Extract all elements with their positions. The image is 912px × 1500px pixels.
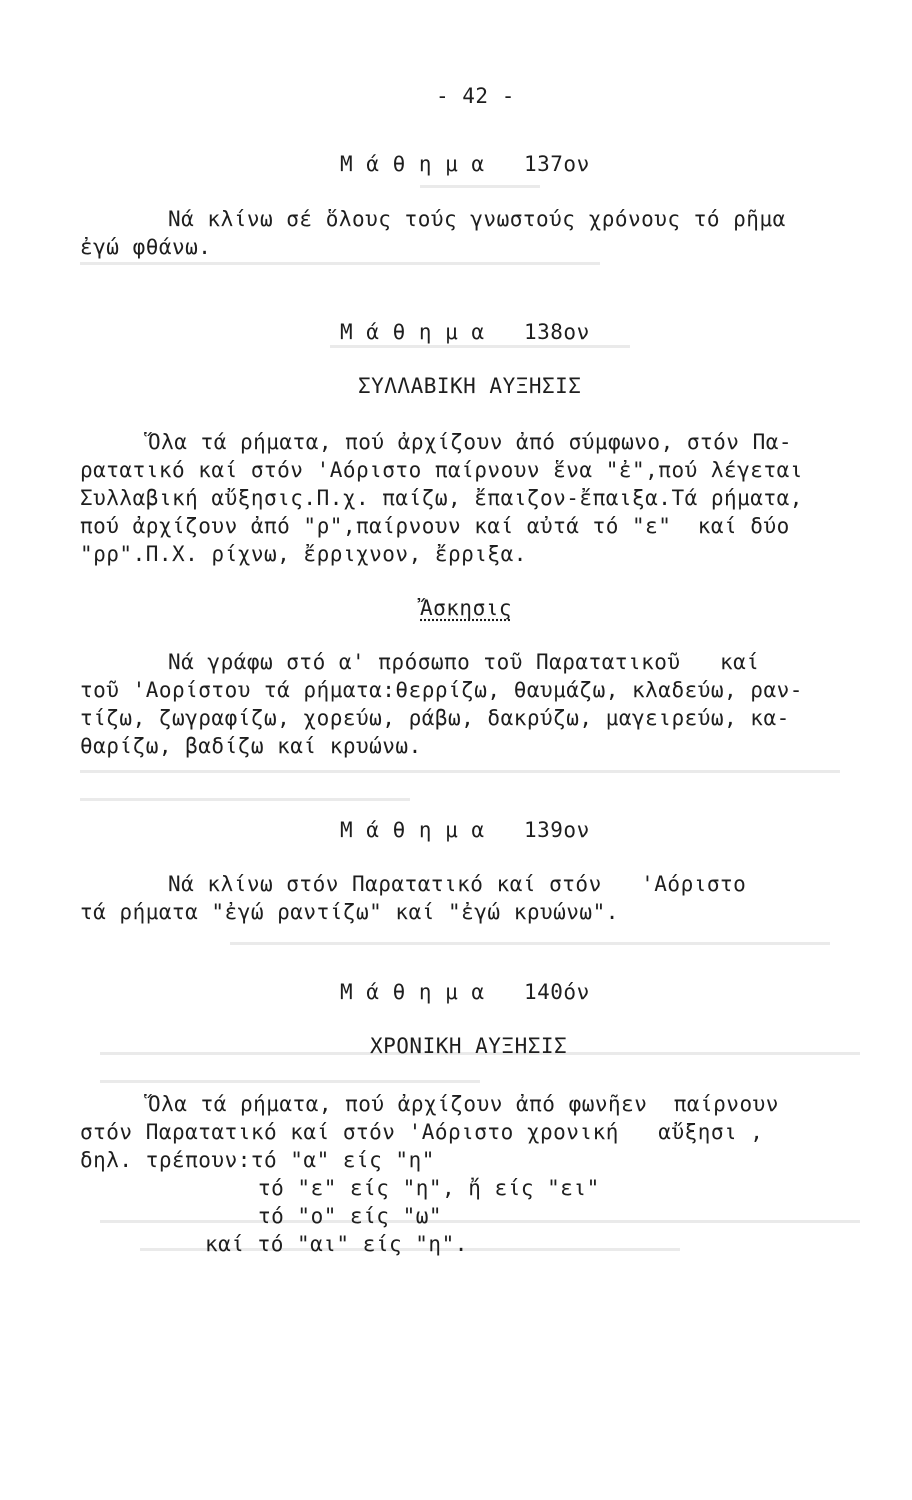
bleed-through-mark: [80, 798, 410, 801]
bleed-through-mark: [80, 770, 840, 773]
lesson-139-line-1: Νά κλίνω στόν Παρατατικό καί στόν 'Αόριστο: [168, 872, 747, 896]
exercise-title: Ἄσκησις: [420, 596, 513, 620]
lesson-137-line-2: ἐγώ φθάνω.: [80, 235, 212, 259]
lesson-138-line-3: Συλλαβική αὔξησις.Π.χ. παίζω, ἔπαιζον-ἔπαιξα.Τά ρήματα,: [80, 486, 803, 510]
lesson-138-heading: Μ ά θ η μ α 138ον: [340, 320, 590, 344]
lesson-140-line-1: Ὅλα τά ρήματα, πού ἀρχίζουν ἀπό φωνῆεν παίρνουν: [148, 1092, 779, 1116]
exercise-line-3: τίζω, ζωγραφίζω, χορεύω, ράβω, δακρύζω, μαγειρεύω, κα-: [80, 706, 790, 730]
lesson-138-line-1: Ὅλα τά ρήματα, πού ἀρχίζουν ἀπό σύμφωνο, στόν Πα-: [148, 430, 793, 454]
lesson-137-line-1: Νά κλίνω σέ ὅλους τούς γνωστούς χρόνους τό ρῆμα: [168, 207, 786, 231]
bleed-through-mark: [230, 942, 830, 945]
lesson-140-line-3: δηλ. τρέπουν:τό "α" είς "η": [80, 1148, 435, 1172]
lesson-138-line-4: πού ἀρχίζουν ἀπό "ρ",παίρνουν καί αὐτά τό "ε" καί δύο: [80, 514, 790, 538]
lesson-140-line-4: τό "ε" είς "η", ἤ είς "ει": [258, 1176, 600, 1200]
exercise-line-1: Νά γράφω στό α' πρόσωπο τοῦ Παρατατικοῦ καί: [168, 650, 760, 674]
lesson-140-line-5: τό "ο" είς "ω": [258, 1204, 443, 1228]
lesson-138-line-5: "ρρ".Π.Χ. ρίχνω, ἔρριχνον, ἔρριξα.: [80, 542, 527, 566]
lesson-137-heading: Μ ά θ η μ α 137ον: [340, 152, 590, 176]
lesson-139-heading: Μ ά θ η μ α 139ον: [340, 818, 590, 842]
lesson-138-subheading: ΣΥΛΛΑΒΙΚΗ ΑΥΞΗΣΙΣ: [358, 374, 582, 398]
exercise-line-2: τοῦ 'Αορίστου τά ρήματα:θερρίζω, θαυμάζω, κλαδεύω, ραν-: [80, 678, 803, 702]
page-number: - 42 -: [436, 84, 515, 108]
bleed-through-mark: [100, 1080, 480, 1083]
bleed-through-mark: [100, 1220, 860, 1223]
lesson-138-line-2: ρατατικό καί στόν 'Αόριστο παίρνουν ἕνα "ἐ",πού λέγεται: [80, 458, 803, 482]
lesson-140-line-6: καί τό "αι" είς "η".: [205, 1232, 468, 1256]
lesson-139-line-2: τά ρήματα "ἐγώ ραντίζω" καί "ἐγώ κρυώνω".: [80, 900, 619, 924]
lesson-140-line-2: στόν Παρατατικό καί στόν 'Αόριστο χρονική αὔξησι ,: [80, 1120, 764, 1144]
exercise-line-4: θαρίζω, βαδίζω καί κρυώνω.: [80, 734, 422, 758]
lesson-140-subheading: ΧΡΟΝΙΚΗ ΑΥΞΗΣΙΣ: [370, 1034, 568, 1058]
bleed-through-mark: [80, 262, 600, 265]
lesson-140-heading: Μ ά θ η μ α 140όν: [340, 980, 590, 1004]
bleed-through-mark: [420, 185, 540, 188]
